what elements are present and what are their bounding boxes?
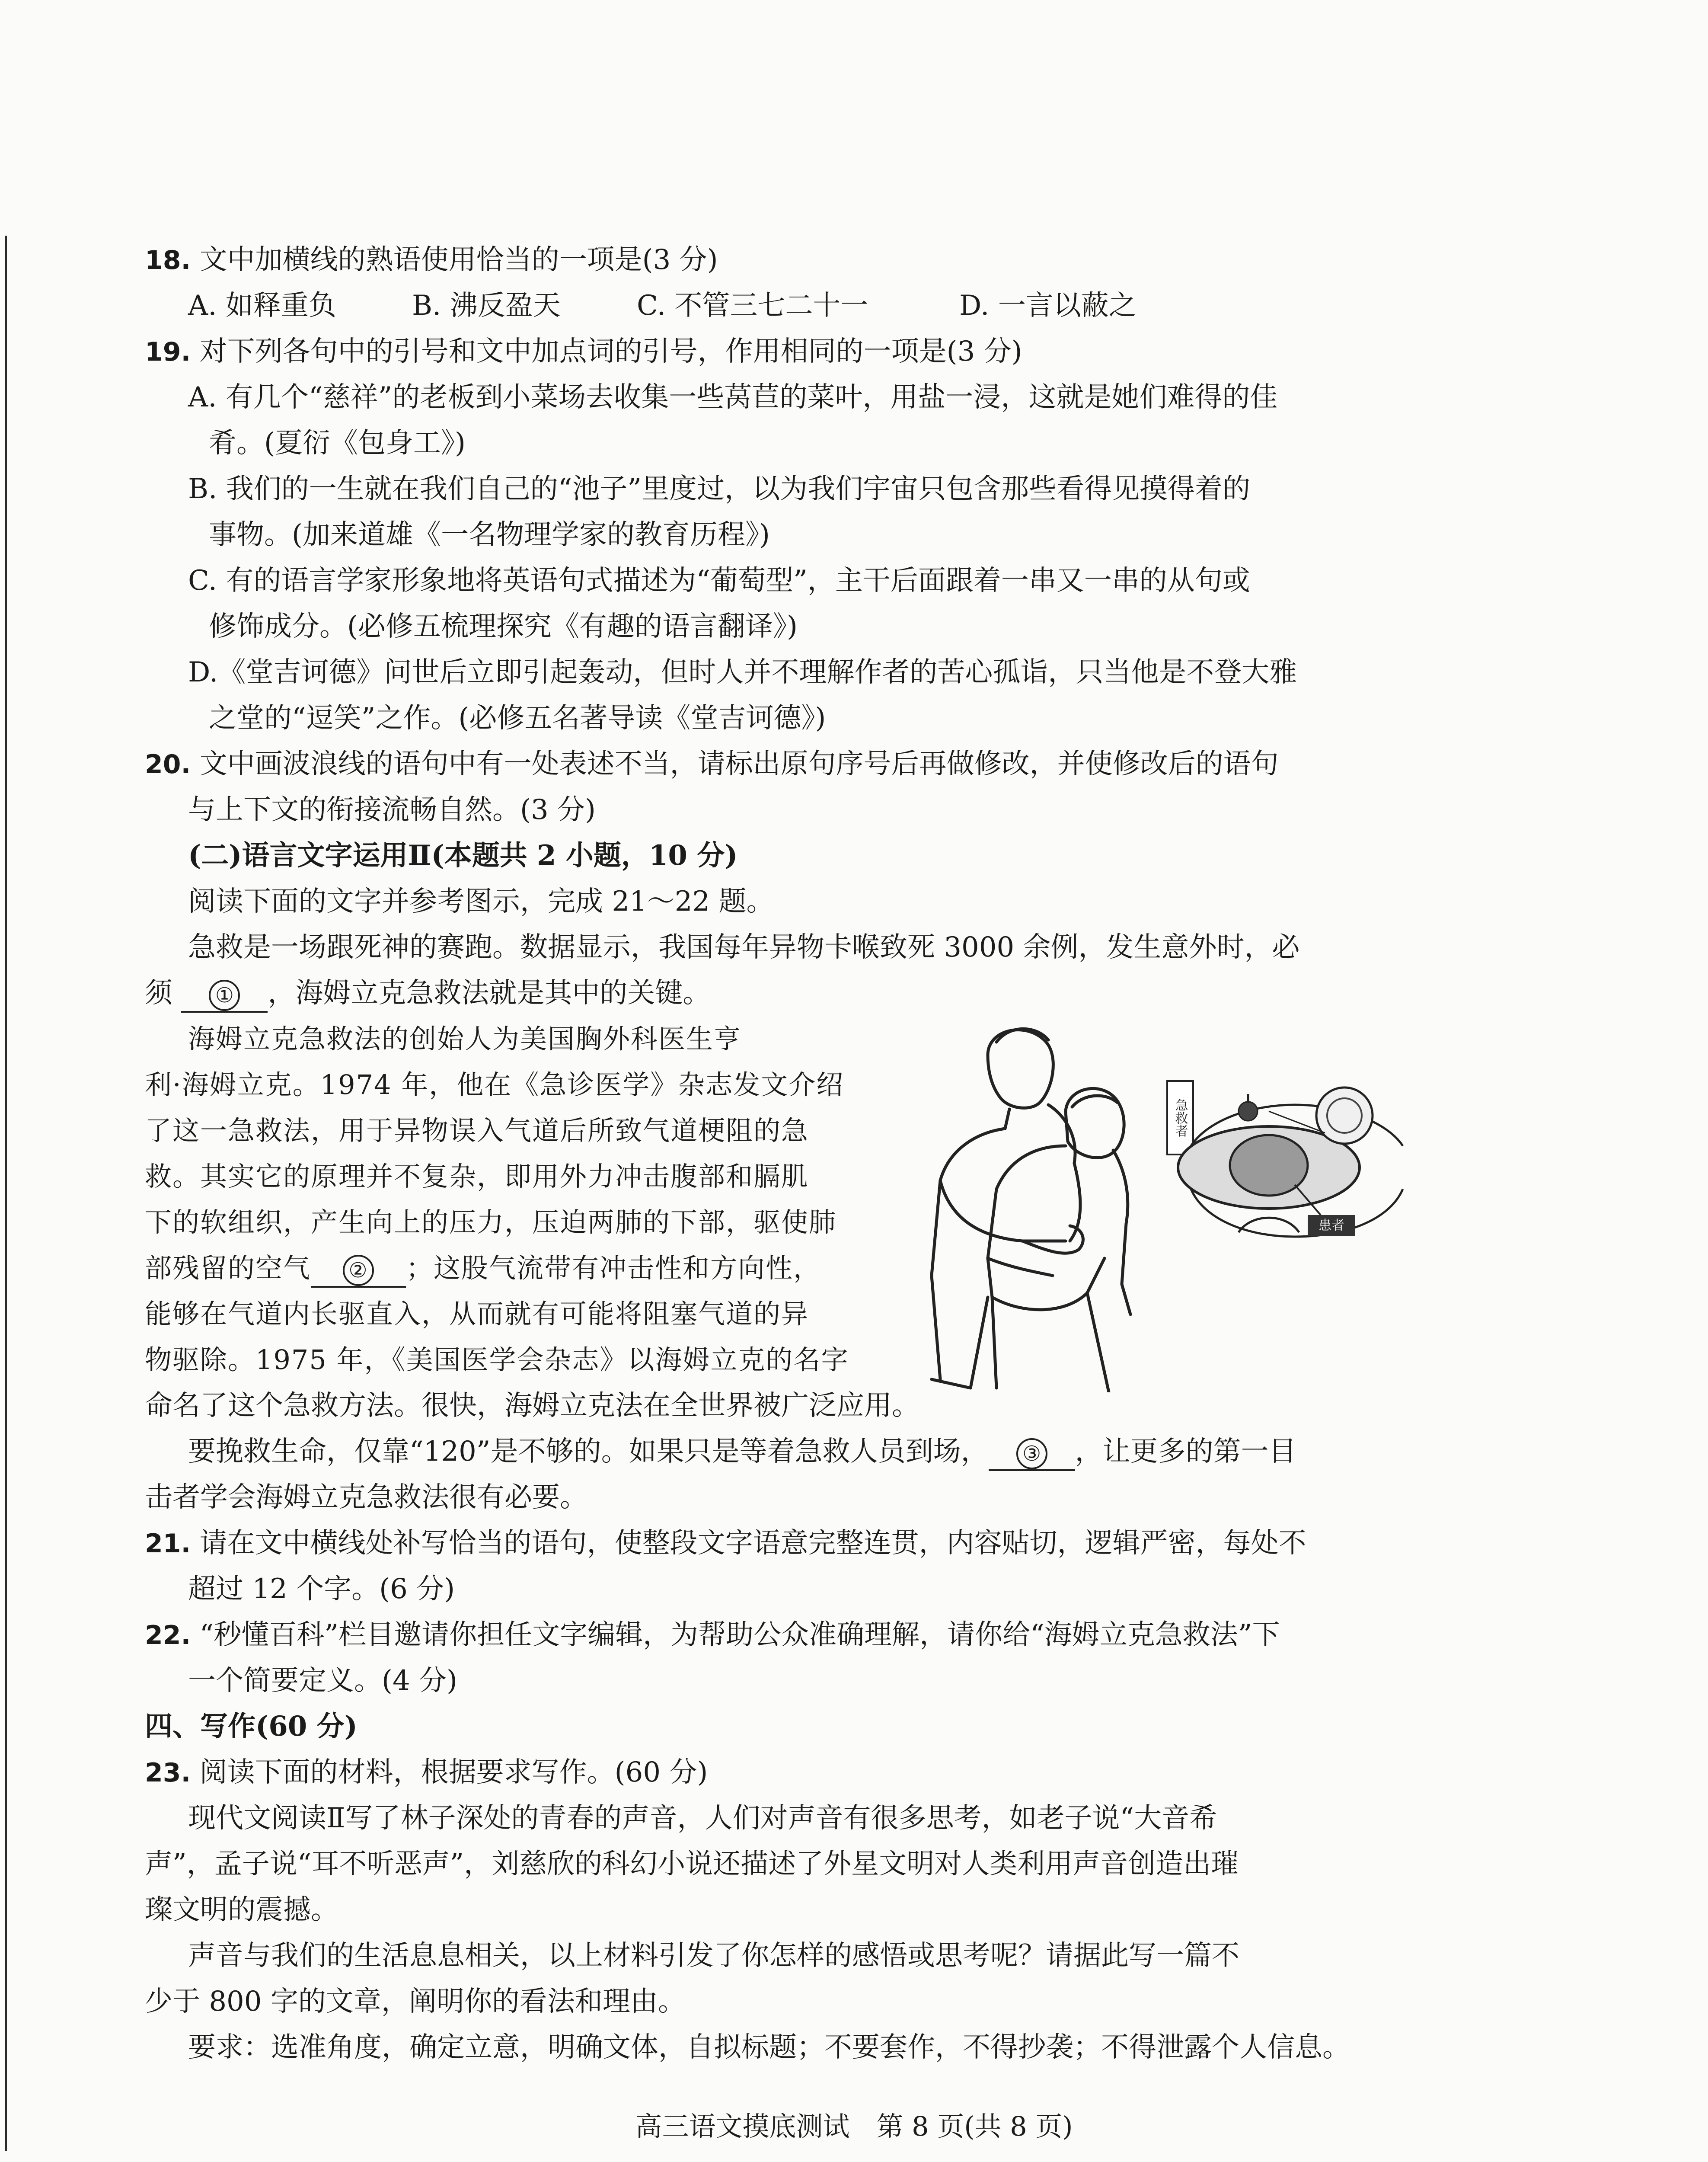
blank-3 bbox=[989, 1434, 1075, 1471]
abdomen-diagram bbox=[1167, 1081, 1403, 1237]
passage-text: ，让更多的第一目 bbox=[1075, 1436, 1296, 1468]
blank-1 bbox=[181, 976, 268, 1013]
blank-number: ① bbox=[209, 980, 240, 1011]
passage-line: 了这一急救法，用于异物误入气道后所致气道梗阻的急 bbox=[145, 1115, 809, 1146]
blank-number: ③ bbox=[1016, 1438, 1047, 1469]
question-text: 请在文中横线处补写恰当的语句，使整段文字语意完整连贯，内容贴切，逻辑严密，每处不 bbox=[199, 1527, 1306, 1559]
option-b-line2: 事物。(加来道雄《一名物理学家的教育历程》) bbox=[209, 519, 770, 551]
section-instruction: 阅读下面的文字并参考图示，完成 21～22 题。 bbox=[188, 886, 774, 918]
passage-line: 海姆立克急救法的创始人为美国胸外科医生亨 bbox=[188, 1023, 742, 1055]
question-number: 18. bbox=[145, 245, 191, 275]
option-a-line1: A. 有几个“慈祥”的老板到小菜场去收集一些莴苣的菜叶，用盐一浸，这就是她们难得的佳 bbox=[188, 381, 1278, 413]
question-text: 阅读下面的材料，根据要求写作。(60 分) bbox=[199, 1756, 708, 1788]
option-b-line1: B. 我们的一生就在我们自己的“池子”里度过，以为我们宇宙只包含那些看得见摸得着的 bbox=[188, 473, 1251, 505]
section-heading: (二)语言文字运用Ⅱ(本题共 2 小题，10 分) bbox=[188, 839, 738, 872]
label-rescuer: 急救者 bbox=[1172, 1098, 1188, 1137]
passage-line: 能够在气道内长驱直入，从而就有可能将阻塞气道的异 bbox=[145, 1298, 809, 1330]
passage-paragraph-2 bbox=[145, 1016, 888, 1383]
question-21-line2: 超过 12 个字。(6 分) bbox=[188, 1573, 455, 1605]
option-d-line2: 之堂的“逗笑”之作。(必修五名著导读《堂吉诃德》) bbox=[209, 702, 826, 734]
passage-line bbox=[145, 1245, 888, 1291]
heimlich-figure-drawing bbox=[932, 1029, 1130, 1392]
heimlich-illustration bbox=[923, 1016, 1416, 1392]
question-number: 19. bbox=[145, 337, 191, 367]
passage-text: 须 bbox=[145, 977, 172, 1009]
option-c-line1: C. 有的语言学家形象地将英语句式描述为“葡萄型”，主干后面跟着一串又一串的从句或 bbox=[188, 565, 1250, 597]
blank-2 bbox=[311, 1251, 406, 1288]
passage-line bbox=[145, 970, 1403, 1016]
material-line: 璨文明的震撼。 bbox=[145, 1894, 338, 1926]
question-23 bbox=[145, 1749, 1403, 1795]
option-b: B. 沸反盈天 bbox=[412, 290, 561, 322]
option-c: C. 不管三七二十一 bbox=[637, 290, 868, 322]
passage-text: ；这股气流带有冲击性和方向性， bbox=[406, 1252, 821, 1284]
passage-line: 击者学会海姆立克急救法很有必要。 bbox=[145, 1481, 587, 1513]
material-line: 声”，孟子说“耳不听恶声”，刘慈欣的科幻小说还描述了外星文明对人类利用声音创造出璀 bbox=[145, 1848, 1239, 1880]
question-number: 23. bbox=[145, 1758, 191, 1788]
question-19 bbox=[145, 329, 1403, 374]
question-22-line2: 一个简要定义。(4 分) bbox=[188, 1665, 457, 1697]
requirements-line: 要求：选准角度，确定立意，明确文体，自拟标题；不要套作，不得抄袭；不得泄露个人信息。 bbox=[188, 2031, 1350, 2063]
passage-text: ，海姆立克急救法就是其中的关键。 bbox=[268, 977, 711, 1009]
passage-with-figure bbox=[145, 1016, 1403, 1383]
option-a: A. 如释重负 bbox=[188, 290, 336, 322]
question-18-options bbox=[145, 283, 1403, 329]
passage-line: 利·海姆立克。1974 年，他在《急诊医学》杂志发文介绍 bbox=[145, 1069, 844, 1100]
option-d: D. 一言以蔽之 bbox=[959, 290, 1137, 322]
writing-section-heading: 四、写作(60 分) bbox=[145, 1710, 358, 1743]
passage-line: 下的软组织，产生向上的压力，压迫两肺的下部，驱使肺 bbox=[145, 1206, 837, 1238]
page-footer: 高三语文摸底测试 第 8 页(共 8 页) bbox=[635, 2111, 1073, 2142]
passage-line: 命名了这个急救方法。很快，海姆立克法在全世界被广泛应用。 bbox=[145, 1390, 919, 1422]
passage-text: 要挽救生命，仅靠“120”是不够的。如果只是等着急救人员到场， bbox=[188, 1436, 989, 1468]
question-text: 文中加横线的熟语使用恰当的一项是(3 分) bbox=[199, 244, 718, 276]
option-d-line1: D.《堂吉诃德》问世后立即引起轰动，但时人并不理解作者的苦心孤诣，只当他是不登大雅 bbox=[188, 656, 1297, 688]
passage-line: 物驱除。1975 年，《美国医学会杂志》以海姆立克的名字 bbox=[145, 1344, 849, 1375]
passage-text: 部残留的空气 bbox=[145, 1252, 311, 1284]
question-21 bbox=[145, 1520, 1403, 1566]
question-number: 20. bbox=[145, 749, 191, 780]
question-20 bbox=[145, 741, 1403, 787]
question-number: 22. bbox=[145, 1620, 191, 1650]
passage-line: 急救是一场跟死神的赛跑。数据显示，我国每年异物卡喉致死 3000 余例，发生意外时，必 bbox=[188, 931, 1300, 963]
passage-line bbox=[145, 1429, 1403, 1474]
question-20-line2: 与上下文的衔接流畅自然。(3 分) bbox=[188, 794, 596, 826]
passage-line: 救。其实它的原理并不复杂，即用外力冲击腹部和膈肌 bbox=[145, 1161, 809, 1192]
material-line: 声音与我们的生活息息相关，以上材料引发了你怎样的感悟或思考呢？请据此写一篇不 bbox=[188, 1940, 1239, 1972]
question-18 bbox=[145, 237, 1403, 283]
option-a-line2: 肴。(夏衍《包身工》) bbox=[209, 427, 466, 459]
question-text: 文中画波浪线的语句中有一处表述不当，请标出原句序号后再做修改，并使修改后的语句 bbox=[199, 748, 1279, 780]
blank-number: ② bbox=[343, 1255, 374, 1286]
question-22 bbox=[145, 1612, 1403, 1658]
question-text: “秒懂百科”栏目邀请你担任文字编辑，为帮助公众准确理解，请你给“海姆立克急救法”下 bbox=[199, 1619, 1280, 1651]
material-line: 少于 800 字的文章，阐明你的看法和理由。 bbox=[145, 1986, 686, 2018]
question-number: 21. bbox=[145, 1529, 191, 1559]
label-patient: 患者 bbox=[1319, 1218, 1344, 1233]
material-line: 现代文阅读Ⅱ写了林子深处的青春的声音，人们对声音有很多思考，如老子说“大音希 bbox=[188, 1802, 1217, 1834]
option-c-line2: 修饰成分。(必修五梳理探究《有趣的语言翻译》) bbox=[209, 611, 798, 643]
page-left-border bbox=[5, 236, 7, 2151]
exam-page bbox=[145, 237, 1403, 2070]
question-text: 对下列各句中的引号和文中加点词的引号，作用相同的一项是(3 分) bbox=[199, 336, 1022, 368]
